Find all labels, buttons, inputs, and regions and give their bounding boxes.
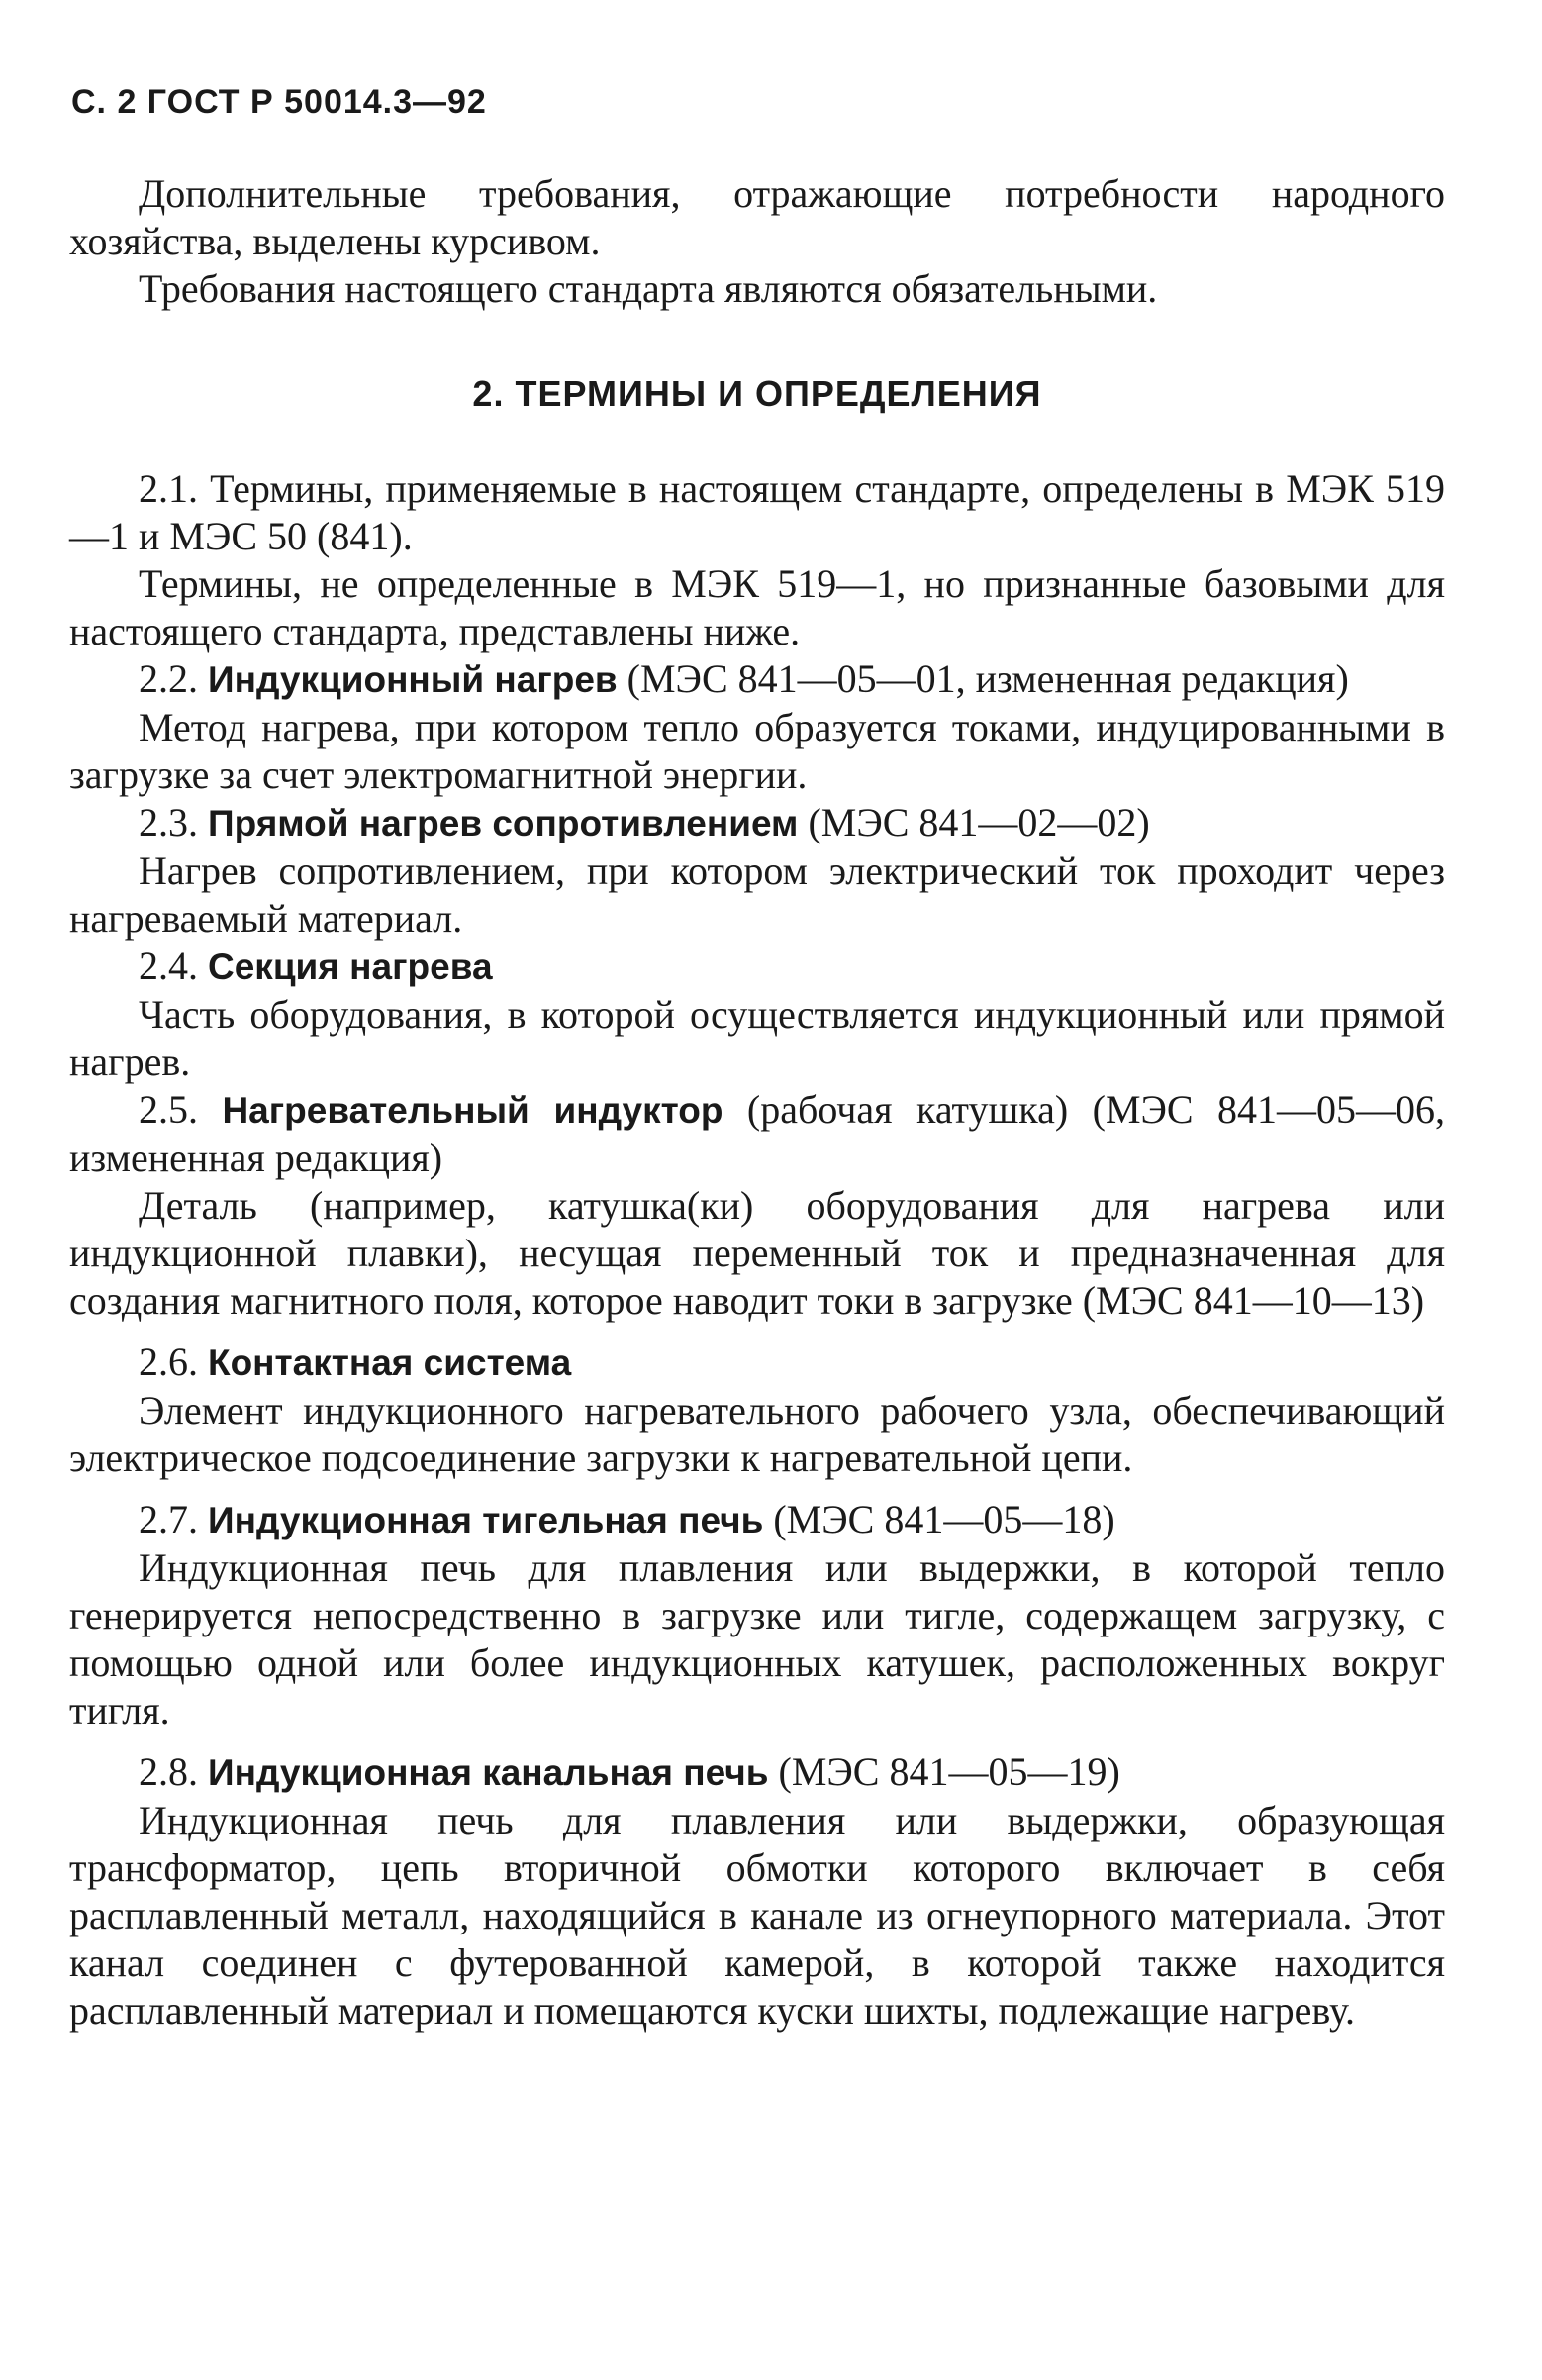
term-2-8 bbox=[69, 1748, 1445, 1797]
term-number: 2.6. bbox=[139, 1339, 198, 1384]
term-reference: (МЭС 841—05—18) bbox=[773, 1497, 1115, 1541]
term-number: 2.4. bbox=[139, 943, 198, 988]
term-2-2-definition: Метод нагрева, при котором тепло образуется токами, индуцированными в загрузке за счет электромагнитной энергии. bbox=[69, 705, 1445, 797]
term-title: Нагревательный индуктор bbox=[222, 1090, 723, 1131]
term-2-1-extra: Термины, не определенные в МЭК 519—1, но признанные базовыми для настоящего стандарта, представлены ниже. bbox=[69, 561, 1445, 653]
term-title: Индукционная канальная печь bbox=[208, 1752, 769, 1793]
term-reference: (МЭС 841—02—02) bbox=[808, 800, 1150, 844]
running-head: С. 2 ГОСТ Р 50014.3—92 bbox=[71, 83, 487, 121]
term-title: Контактная система bbox=[208, 1342, 572, 1383]
term-reference: (МЭС 841—05—01, измененная редакция) bbox=[626, 656, 1349, 701]
term-2-5 bbox=[69, 1086, 1445, 1182]
term-2-3-definition: Нагрев сопротивлением, при котором электрический ток проходит через нагреваемый материал. bbox=[69, 848, 1445, 941]
term-number: 2.1. bbox=[139, 466, 198, 511]
term-number: 2.2. bbox=[139, 656, 198, 701]
term-2-2 bbox=[69, 655, 1445, 704]
term-title: Прямой нагрев сопротивлением bbox=[208, 803, 799, 843]
term-title: Индукционный нагрев bbox=[208, 659, 618, 700]
intro-paragraph-1: Дополнительные требования, отражающие потребности народного хозяйства, выделены курсивом. bbox=[69, 171, 1445, 263]
term-title: Индукционная тигельная печь bbox=[208, 1500, 764, 1540]
document-body bbox=[69, 170, 1445, 2034]
term-number: 2.3. bbox=[139, 800, 198, 844]
term-definition: Термины, применяемые в настоящем стандарте, определены в МЭК 519—1 и МЭС 50 (841). bbox=[69, 466, 1446, 558]
section-heading: 2. ТЕРМИНЫ И ОПРЕДЕЛЕНИЯ bbox=[472, 373, 1042, 414]
term-2-7 bbox=[69, 1496, 1445, 1544]
term-2-4 bbox=[69, 942, 1445, 991]
term-2-3 bbox=[69, 799, 1445, 847]
term-2-8-definition: Индукционная печь для плавления или выдержки, образующая трансформатор, цепь вторичной обмотки которого включает в себя расплавленный металл, находящийся в канале из огнеупорного материала. Этот канал соединен с футерованной камерой, в которой также находится расплавленный материал и помещаются куски шихты, подлежащие нагреву. bbox=[69, 1798, 1445, 2033]
intro-paragraph-2: Требования настоящего стандарта являются обязательными. bbox=[139, 266, 1158, 311]
term-2-4-definition: Часть оборудования, в которой осуществляется индукционный или прямой нагрев. bbox=[69, 992, 1445, 1084]
term-2-1 bbox=[69, 465, 1445, 560]
term-reference: (рабочая катушка) (МЭС 841—05—06, измененная редакция) bbox=[69, 1087, 1446, 1180]
term-2-6 bbox=[69, 1339, 1445, 1387]
term-number: 2.7. bbox=[139, 1497, 198, 1541]
term-2-5-definition: Деталь (например, катушка(ки) оборудования для нагрева или индукционной плавки), несущая переменный ток и предназначенная для создания магнитного поля, которое наводит токи в загрузке (МЭС 841—10—13) bbox=[69, 1183, 1445, 1323]
term-title: Секция нагрева bbox=[208, 946, 493, 987]
term-number: 2.5. bbox=[139, 1087, 198, 1132]
term-reference: (МЭС 841—05—19) bbox=[778, 1749, 1120, 1794]
term-2-7-definition: Индукционная печь для плавления или выдержки, в которой тепло генерируется непосредственно в загрузке или тигле, содержащем загрузку, с помощью одной или более индукционных катушек, расположенных вокруг тигля. bbox=[69, 1545, 1445, 1733]
term-number: 2.8. bbox=[139, 1749, 198, 1794]
term-2-6-definition: Элемент индукционного нагревательного рабочего узла, обеспечивающий электрическое подсоединение загрузки к нагревательной цепи. bbox=[69, 1388, 1445, 1480]
